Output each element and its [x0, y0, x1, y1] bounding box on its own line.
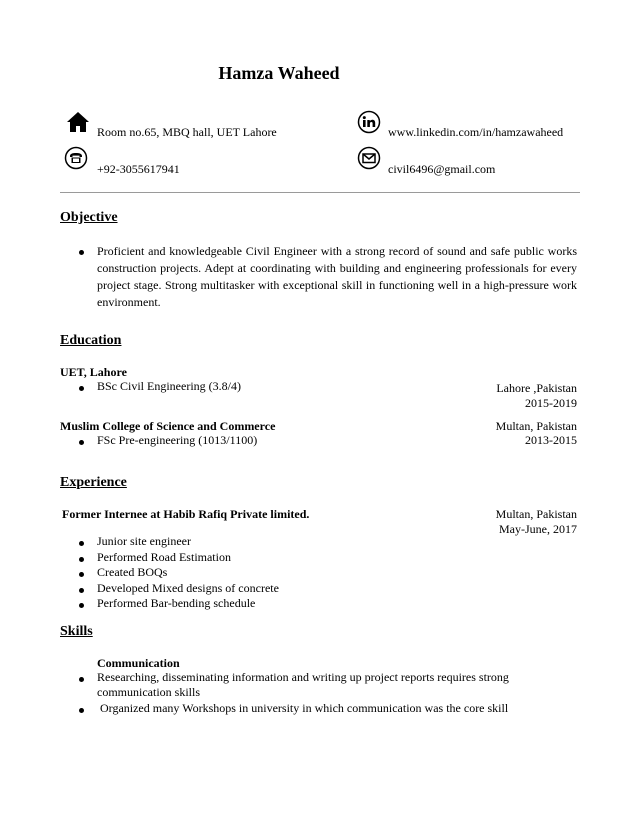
mail-icon — [357, 146, 381, 170]
list-item: Organized many Workshops in university in which communication was the core skill — [97, 701, 509, 715]
education-school: UET, Lahore — [60, 365, 127, 379]
bullet-icon — [79, 440, 84, 445]
list-item: Developed Mixed designs of concrete — [97, 581, 279, 595]
objective-heading: Objective — [60, 210, 118, 225]
bullet-icon — [79, 603, 84, 608]
education-dates: 2015-2019 — [525, 396, 577, 410]
list-item: Performed Bar-bending schedule — [97, 596, 256, 610]
experience-location: Multan, Pakistan — [495, 507, 577, 521]
objective-text: Proficient and knowledgeable Civil Engineer with a strong record of sound and safe public works construction projects. Adept at coordinating with building and engineering professionals for every project stage. Strong multitasker with exceptional skill in functioning well in a high-pressure work environment. — [97, 244, 577, 309]
bullet-icon — [79, 572, 84, 577]
address-text: Room no.65, MBQ hall, UET Lahore — [97, 125, 277, 139]
education-school: Muslim College of Science and Commerce — [60, 419, 276, 433]
header-divider — [60, 192, 580, 193]
list-item: Researching, disseminating information and writing up project reports requires strong communication skills — [97, 670, 509, 699]
experience-dates: May-June, 2017 — [499, 522, 577, 536]
education-location: Lahore ,Pakistan — [496, 381, 577, 395]
resume-name: Hamza Waheed — [218, 63, 340, 83]
experience-heading: Experience — [60, 475, 127, 490]
email-link[interactable]: civil6496@gmail.com — [388, 162, 496, 176]
linkedin-link[interactable]: www.linkedin.com/in/hamzawaheed — [388, 125, 564, 139]
education-location: Multan, Pakistan — [495, 419, 577, 433]
education-heading: Education — [60, 333, 122, 348]
experience-role: Former Internee at Habib Rafiq Private limited. — [62, 507, 310, 521]
bullet-icon — [79, 541, 84, 546]
skills-subheading: Communication — [97, 656, 180, 670]
bullet-icon — [79, 708, 84, 713]
list-item: Performed Road Estimation — [97, 550, 231, 564]
bullet-icon — [79, 588, 84, 593]
home-icon — [66, 110, 90, 134]
skills-heading: Skills — [60, 624, 93, 639]
phone-icon — [64, 146, 88, 170]
bullet-icon — [79, 386, 84, 391]
list-item: Created BOQs — [97, 565, 168, 579]
linkedin-icon — [357, 110, 381, 134]
education-degree: FSc Pre-engineering (1013/1100) — [97, 433, 258, 447]
list-item: Junior site engineer — [97, 534, 191, 548]
phone-text: +92-3055617941 — [97, 162, 180, 176]
education-degree: BSc Civil Engineering (3.8/4) — [97, 379, 241, 393]
bullet-icon — [79, 250, 84, 255]
bullet-icon — [79, 677, 84, 682]
education-dates: 2013-2015 — [525, 433, 577, 447]
bullet-icon — [79, 557, 84, 562]
